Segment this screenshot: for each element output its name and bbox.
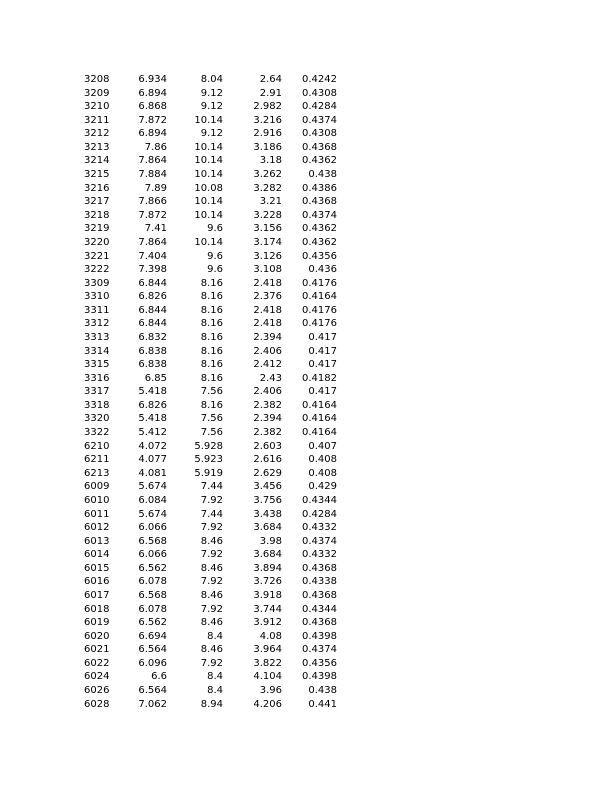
table-cell: 3.918	[253, 589, 282, 601]
table-cell: 6.894	[138, 87, 167, 99]
table-cell: 3.438	[253, 508, 282, 520]
table-cell: 2.382	[253, 427, 282, 439]
table-cell: 2.406	[253, 386, 282, 398]
table-cell: 0.4338	[302, 576, 337, 588]
table-cell: 3.684	[253, 549, 282, 561]
table-cell: 0.4344	[302, 603, 337, 615]
table-cell: 0.417	[308, 331, 337, 343]
table-cell: 9.12	[200, 87, 223, 99]
table-cell: 8.16	[200, 345, 223, 357]
table-row	[84, 616, 354, 630]
table-cell: 7.92	[200, 522, 223, 534]
table-cell: 0.438	[308, 685, 337, 697]
table-cell: 0.4164	[302, 427, 337, 439]
table-row	[84, 494, 354, 508]
table-cell: 0.4176	[302, 318, 337, 330]
table-cell: 3222	[84, 264, 110, 276]
table-row	[84, 87, 354, 101]
table-cell: 0.4374	[302, 535, 337, 547]
table-cell: 2.418	[253, 304, 282, 316]
table-cell: 0.4386	[302, 182, 337, 194]
table-cell: 10.14	[194, 169, 223, 181]
table-cell: 3212	[84, 128, 110, 140]
table-cell: 4.08	[259, 630, 282, 642]
table-cell: 0.4182	[302, 372, 337, 384]
table-cell: 2.406	[253, 345, 282, 357]
table-row	[84, 331, 354, 345]
table-cell: 0.4164	[302, 399, 337, 411]
table-cell: 8.46	[200, 535, 223, 547]
table-cell: 3318	[84, 399, 110, 411]
table-cell: 6.844	[138, 318, 167, 330]
table-cell: 6018	[84, 603, 110, 615]
table-cell: 3.262	[253, 169, 282, 181]
table-cell: 0.429	[308, 481, 337, 493]
table-cell: 6.832	[138, 331, 167, 343]
table-cell: 10.14	[194, 209, 223, 221]
table-cell: 0.4332	[302, 522, 337, 534]
table-cell: 10.08	[194, 182, 223, 194]
table-cell: 3213	[84, 141, 110, 153]
table-row	[84, 385, 354, 399]
table-cell: 3.228	[253, 209, 282, 221]
table-cell: 6017	[84, 589, 110, 601]
table-cell: 8.16	[200, 291, 223, 303]
table-cell: 6.934	[138, 74, 167, 85]
table-cell: 7.44	[200, 508, 223, 520]
table-cell: 6.694	[138, 630, 167, 642]
table-cell: 5.418	[138, 386, 167, 398]
table-row	[84, 535, 354, 549]
table-cell: 0.4308	[302, 128, 337, 140]
table-row	[84, 440, 354, 454]
table-cell: 6.568	[138, 535, 167, 547]
table-cell: 0.4398	[302, 671, 337, 683]
table-row	[84, 141, 354, 155]
table-cell: 6.078	[138, 603, 167, 615]
table-row	[84, 222, 354, 236]
table-cell: 6.564	[138, 644, 167, 656]
table-cell: 4.077	[138, 454, 167, 466]
table-row	[84, 630, 354, 644]
table-cell: 8.46	[200, 644, 223, 656]
table-cell: 3.186	[253, 141, 282, 153]
table-cell: 6026	[84, 685, 110, 697]
table-cell: 0.4368	[302, 617, 337, 629]
table-cell: 2.412	[253, 359, 282, 371]
table-cell: 2.418	[253, 318, 282, 330]
table-cell: 0.4356	[302, 657, 337, 669]
table-cell: 6028	[84, 698, 110, 710]
table-cell: 3322	[84, 427, 110, 439]
table-cell: 6022	[84, 657, 110, 669]
table-row	[84, 562, 354, 576]
table-cell: 3.964	[253, 644, 282, 656]
table-cell: 6.6	[151, 671, 167, 683]
table-row	[84, 508, 354, 522]
table-cell: 0.4374	[302, 644, 337, 656]
table-cell: 2.629	[253, 467, 282, 479]
table-cell: 8.94	[200, 698, 223, 710]
table-cell: 6015	[84, 562, 110, 574]
table-cell: 3220	[84, 236, 110, 248]
table-cell: 6.844	[138, 304, 167, 316]
table-row	[84, 575, 354, 589]
table-row	[84, 358, 354, 372]
table-cell: 6.826	[138, 291, 167, 303]
table-cell: 0.4368	[302, 589, 337, 601]
table-row	[84, 277, 354, 291]
table-cell: 7.56	[200, 386, 223, 398]
table-cell: 3.96	[259, 685, 282, 697]
table-cell: 0.438	[308, 169, 337, 181]
table-cell: 2.394	[253, 413, 282, 425]
table-cell: 0.4374	[302, 114, 337, 126]
table-cell: 0.4344	[302, 494, 337, 506]
table-cell: 0.4284	[302, 508, 337, 520]
table-cell: 3310	[84, 291, 110, 303]
table-cell: 2.603	[253, 440, 282, 452]
table-cell: 7.404	[138, 250, 167, 262]
table-cell: 9.12	[200, 101, 223, 113]
table-cell: 10.14	[194, 114, 223, 126]
table-cell: 3.822	[253, 657, 282, 669]
table-cell: 2.616	[253, 454, 282, 466]
table-cell: 2.43	[259, 372, 282, 384]
table-cell: 10.14	[194, 236, 223, 248]
table-cell: 6.096	[138, 657, 167, 669]
table-row	[84, 304, 354, 318]
table-cell: 10.14	[194, 196, 223, 208]
table-cell: 7.398	[138, 264, 167, 276]
table-cell: 6.85	[144, 372, 167, 384]
table-cell: 8.4	[207, 671, 223, 683]
table-cell: 6.868	[138, 101, 167, 113]
table-cell: 7.866	[138, 196, 167, 208]
table-cell: 7.44	[200, 481, 223, 493]
table-cell: 6.066	[138, 522, 167, 534]
table-cell: 0.4398	[302, 630, 337, 642]
table-cell: 8.4	[207, 685, 223, 697]
table-cell: 5.674	[138, 481, 167, 493]
table-cell: 5.412	[138, 427, 167, 439]
table-cell: 6020	[84, 630, 110, 642]
table-cell: 6.844	[138, 277, 167, 289]
table-row	[84, 250, 354, 264]
table-cell: 2.376	[253, 291, 282, 303]
table-cell: 3.456	[253, 481, 282, 493]
table-cell: 0.4176	[302, 304, 337, 316]
table-cell: 3217	[84, 196, 110, 208]
table-row	[84, 399, 354, 413]
table-cell: 3209	[84, 87, 110, 99]
table-cell: 0.408	[308, 467, 337, 479]
table-cell: 7.864	[138, 236, 167, 248]
table-cell: 7.92	[200, 576, 223, 588]
table-cell: 7.884	[138, 169, 167, 181]
table-cell: 3.726	[253, 576, 282, 588]
table-cell: 6.826	[138, 399, 167, 411]
table-cell: 4.072	[138, 440, 167, 452]
table-cell: 6.568	[138, 589, 167, 601]
table-row	[84, 345, 354, 359]
table-cell: 2.91	[259, 87, 282, 99]
table-cell: 9.12	[200, 128, 223, 140]
table-cell: 7.92	[200, 494, 223, 506]
table-cell: 3313	[84, 331, 110, 343]
table-cell: 3210	[84, 101, 110, 113]
table-cell: 10.14	[194, 141, 223, 153]
table-row	[84, 73, 354, 87]
table-cell: 9.6	[207, 223, 223, 235]
table-cell: 8.16	[200, 399, 223, 411]
table-cell: 7.872	[138, 209, 167, 221]
table-row	[84, 548, 354, 562]
table-cell: 4.081	[138, 467, 167, 479]
table-cell: 0.4164	[302, 291, 337, 303]
table-cell: 5.418	[138, 413, 167, 425]
table-cell: 3.156	[253, 223, 282, 235]
table-cell: 0.4284	[302, 101, 337, 113]
table-cell: 3320	[84, 413, 110, 425]
table-cell: 8.46	[200, 589, 223, 601]
table-cell: 3.21	[259, 196, 282, 208]
table-cell: 3214	[84, 155, 110, 167]
table-cell: 5.923	[194, 454, 223, 466]
table-cell: 0.4368	[302, 562, 337, 574]
table-cell: 6.838	[138, 359, 167, 371]
table-cell: 6.894	[138, 128, 167, 140]
table-cell: 3.912	[253, 617, 282, 629]
table-cell: 6010	[84, 494, 110, 506]
table-cell: 7.92	[200, 657, 223, 669]
table-row	[84, 643, 354, 657]
table-cell: 8.16	[200, 277, 223, 289]
table-cell: 7.56	[200, 413, 223, 425]
table-cell: 7.92	[200, 603, 223, 615]
table-row	[84, 100, 354, 114]
table-cell: 7.872	[138, 114, 167, 126]
table-cell: 0.4176	[302, 277, 337, 289]
table-cell: 3.744	[253, 603, 282, 615]
table-cell: 7.92	[200, 549, 223, 561]
table-cell: 5.928	[194, 440, 223, 452]
table-cell: 6213	[84, 467, 110, 479]
table-cell: 6009	[84, 481, 110, 493]
table-cell: 0.436	[308, 264, 337, 276]
table-cell: 3316	[84, 372, 110, 384]
table-cell: 8.04	[200, 74, 223, 85]
table-row	[84, 657, 354, 671]
table-cell: 3.108	[253, 264, 282, 276]
table-cell: 2.418	[253, 277, 282, 289]
table-cell: 2.382	[253, 399, 282, 411]
table-row	[84, 209, 354, 223]
table-cell: 3218	[84, 209, 110, 221]
table-cell: 3309	[84, 277, 110, 289]
table-row	[84, 114, 354, 128]
table-cell: 3312	[84, 318, 110, 330]
table-cell: 3.98	[259, 535, 282, 547]
table-row	[84, 236, 354, 250]
table-cell: 3314	[84, 345, 110, 357]
table-cell: 6.562	[138, 562, 167, 574]
table-cell: 6210	[84, 440, 110, 452]
table-cell: 3311	[84, 304, 110, 316]
table-cell: 6016	[84, 576, 110, 588]
table-cell: 3317	[84, 386, 110, 398]
table-cell: 3221	[84, 250, 110, 262]
table-row	[84, 154, 354, 168]
table-cell: 0.4374	[302, 209, 337, 221]
table-row	[84, 372, 354, 386]
table-row	[84, 453, 354, 467]
table-cell: 0.4308	[302, 87, 337, 99]
table-cell: 3219	[84, 223, 110, 235]
table-cell: 3.684	[253, 522, 282, 534]
table-cell: 4.104	[253, 671, 282, 683]
table-cell: 8.46	[200, 617, 223, 629]
table-row	[84, 263, 354, 277]
table-cell: 7.89	[144, 182, 167, 194]
table-cell: 3211	[84, 114, 110, 126]
table-cell: 3208	[84, 74, 110, 85]
table-cell: 6012	[84, 522, 110, 534]
table-cell: 6211	[84, 454, 110, 466]
table-cell: 7.56	[200, 427, 223, 439]
table-cell: 0.4362	[302, 223, 337, 235]
table-cell: 3315	[84, 359, 110, 371]
table-row	[84, 127, 354, 141]
table-cell: 0.441	[308, 698, 337, 710]
table-cell: 0.417	[308, 345, 337, 357]
table-cell: 5.919	[194, 467, 223, 479]
table-cell: 3215	[84, 169, 110, 181]
table-cell: 0.4356	[302, 250, 337, 262]
data-table	[84, 73, 354, 711]
table-cell: 6.066	[138, 549, 167, 561]
table-row	[84, 480, 354, 494]
table-cell: 7.062	[138, 698, 167, 710]
table-row	[84, 317, 354, 331]
table-cell: 8.46	[200, 562, 223, 574]
table-cell: 6014	[84, 549, 110, 561]
table-cell: 8.16	[200, 372, 223, 384]
table-cell: 0.408	[308, 454, 337, 466]
table-cell: 3216	[84, 182, 110, 194]
table-cell: 0.407	[308, 440, 337, 452]
table-cell: 6011	[84, 508, 110, 520]
table-cell: 4.206	[253, 698, 282, 710]
table-cell: 2.916	[253, 128, 282, 140]
table-row	[84, 467, 354, 481]
table-cell: 3.282	[253, 182, 282, 194]
table-row	[84, 670, 354, 684]
table-cell: 5.674	[138, 508, 167, 520]
table-row	[84, 684, 354, 698]
table-cell: 6019	[84, 617, 110, 629]
table-row	[84, 168, 354, 182]
table-cell: 10.14	[194, 155, 223, 167]
table-cell: 0.4362	[302, 155, 337, 167]
table-cell: 8.16	[200, 331, 223, 343]
table-cell: 0.4368	[302, 196, 337, 208]
table-row	[84, 182, 354, 196]
table-cell: 6.084	[138, 494, 167, 506]
table-row	[84, 603, 354, 617]
table-cell: 0.4164	[302, 413, 337, 425]
table-cell: 6013	[84, 535, 110, 547]
table-cell: 3.894	[253, 562, 282, 574]
table-cell: 8.16	[200, 304, 223, 316]
table-cell: 3.174	[253, 236, 282, 248]
table-cell: 9.6	[207, 264, 223, 276]
table-cell: 9.6	[207, 250, 223, 262]
table-cell: 2.982	[253, 101, 282, 113]
table-cell: 0.417	[308, 359, 337, 371]
table-cell: 6021	[84, 644, 110, 656]
table-cell: 8.16	[200, 318, 223, 330]
table-cell: 7.864	[138, 155, 167, 167]
table-row	[84, 589, 354, 603]
table-cell: 8.16	[200, 359, 223, 371]
table-cell: 0.4368	[302, 141, 337, 153]
table-row	[84, 290, 354, 304]
table-cell: 3.126	[253, 250, 282, 262]
table-cell: 0.4362	[302, 236, 337, 248]
table-cell: 7.41	[144, 223, 167, 235]
table-cell: 6.564	[138, 685, 167, 697]
table-cell: 6.562	[138, 617, 167, 629]
table-cell: 3.18	[259, 155, 282, 167]
table-cell: 6.838	[138, 345, 167, 357]
table-cell: 6.078	[138, 576, 167, 588]
table-row	[84, 412, 354, 426]
table-cell: 8.4	[207, 630, 223, 642]
table-cell: 2.64	[259, 74, 282, 85]
table-row	[84, 698, 354, 712]
table-row	[84, 195, 354, 209]
table-cell: 2.394	[253, 331, 282, 343]
table-cell: 0.4332	[302, 549, 337, 561]
table-row	[84, 521, 354, 535]
table-row	[84, 426, 354, 440]
table-cell: 7.86	[144, 141, 167, 153]
table-cell: 3.756	[253, 494, 282, 506]
table-cell: 0.4242	[302, 74, 337, 85]
table-cell: 0.417	[308, 386, 337, 398]
table-cell: 3.216	[253, 114, 282, 126]
table-cell: 6024	[84, 671, 110, 683]
